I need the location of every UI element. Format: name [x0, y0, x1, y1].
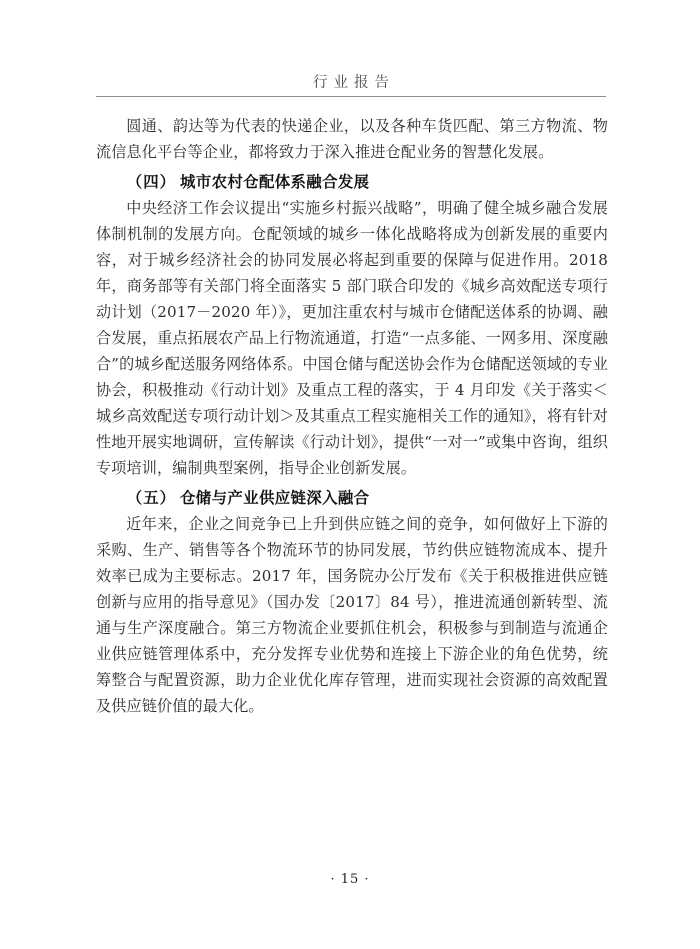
page-content — [96, 113, 608, 719]
page-number: · 15 · — [330, 872, 370, 887]
section-heading-four — [96, 165, 608, 195]
section-number-four: （四） — [126, 173, 176, 191]
section-paragraph-five: 近年来，企业之间竞争已上升到供应链之间的竞争，如何做好上下游的采购、生产、销售等各个物流环节的协同发展，节约供应链物流成本、提升效率已成为主要标志。2017 年，国务院办公厅发布《关于积极推进供应链创新与应用的指导意见》（国办发〔2017〕84 号），推进流通创新转型、流通与生产深度融合。第三方物流企业要抓住机会，积极参与到制造与流通企业供应链管理体系中，充分发挥专业优势和连接上下游企业的角色优势，统筹整合与配置资源，助力企业优化库存管理，进而实现社会资源的高效配置及供应链价值的最大化。 — [96, 515, 608, 715]
section-title-five: 仓储与产业供应链深入融合 — [179, 489, 370, 507]
section-heading-five — [96, 481, 608, 511]
page-footer — [0, 868, 700, 889]
section-number-five: （五） — [126, 489, 176, 507]
section-title-four: 城市农村仓配体系融合发展 — [179, 173, 370, 191]
running-header-title: 行业报告 — [313, 75, 395, 91]
running-header — [96, 72, 606, 93]
paragraph-continued: 圆通、韵达等为代表的快递企业，以及各种车货匹配、第三方物流、物流信息化平台等企业，都将致力于深入推进仓配业务的智慧化发展。 — [96, 117, 608, 161]
header-divider-rule — [96, 96, 606, 97]
section-paragraph-four: 中央经济工作会议提出“实施乡村振兴战略”，明确了健全城乡融合发展体制机制的发展方向。仓配领域的城乡一体化战略将成为创新发展的重要内容，对于城乡经济社会的协同发展必将起到重要的保障与促进作用。2018 年，商务部等有关部门将全面落实 5 部门联合印发的《城乡高效配送专项行动计划（2017－2020 年）》，更加注重农村与城市仓储配送体系的协调、融合发展，重点拓展农产品上行物流通道，打造“一点多能、一网多用、深度融合”的城乡配送服务网络体系。中国仓储与配送协会作为仓储配送领域的专业协会，积极推动《行动计划》及重点工程的落实，于 4 月印发《关于落实＜城乡高效配送专项行动计划＞及其重点工程实施相关工作的通知》，将有针对性地开展实地调研，宣传解读《行动计划》，提供“一对一”或集中咨询，组织专项培训，编制典型案例，指导企业创新发展。 — [96, 199, 608, 477]
